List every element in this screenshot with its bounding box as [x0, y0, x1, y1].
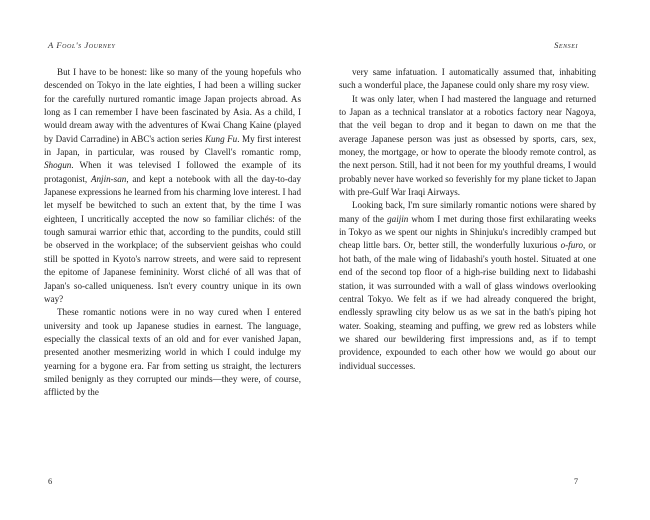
paragraph: It was only later, when I had mastered the language and returned to Japan as a technical translator at a robotics factory near Nagoya, that the veil began to drop and it began to dawn on me that the average Japanese person was just as obsessed by sports, cars, sex, money, the mortgage, or how to operate the bloody remote control, as the next person. Still, had it not been for my youthful dreams, I would probably never have worked so feverishly for my plane ticket to Japan with pre-Gulf War Iraqi Airways.	[339, 93, 596, 198]
paragraph: These romantic notions were in no way cured when I entered university and took up Japanese studies in earnest. The language, especially the classical texts of an old and for ever vanished Japan, presented another mesmerizing world in which I could indulge my yearning for a bygone era. Far from setting us straight, the lecturers smiled benignly as they corrupted our minds—they were, of course, afflicted by the	[44, 307, 301, 398]
running-head-verso: A Fool's Journey	[48, 40, 116, 50]
verso-page-text	[44, 66, 301, 465]
folio-recto: 7	[573, 477, 578, 486]
page-folios	[44, 477, 606, 486]
paragraph: Looking back, I'm sure similarly romantic notions were shared by many of the gaijin whom I met during those first exhilarating weeks in Tokyo as we spent our nights in Shinjuku's incredibly cramped but cheap little bars. Or, better still, the wonderfully luxurious o-furo, or hot bath, of the male wing of Iidabashi's youth hostel. Situated at one end of the second top floor of a high-rise building next to Iidabashi station, it was surrounded with a wall of glass windows overlooking central Tokyo. We felt as if we had already conquered the bright, endlessly sprawling city below us as we sat in the bath's piping hot water. Soaking, steaming and puffing, we grew red as lobsters while we shared our bewildering first impressions and, as if to tempt providence, expounded to each other how we would go about our individual successes.	[339, 200, 597, 371]
page-columns	[44, 66, 606, 465]
recto-page-text	[339, 66, 596, 465]
running-head-recto: Sensei	[554, 40, 578, 50]
folio-verso: 6	[48, 477, 53, 486]
paragraph: very same infatuation. I automatically assumed that, inhabiting such a wonderful place, the Japanese could only share my rosy view.	[339, 67, 596, 91]
running-heads	[44, 40, 606, 50]
paragraph: But I have to be honest: like so many of the young hopefuls who descended on Tokyo in the late eighties, I had been a willing sucker for the carefully nurtured romantic image Japan projects abroad. As long as I can remember I have been fascinated by Asia. As a child, I would dream away with the adventures of Kwai Chang Kaine (played by David Carradine) in ABC's action series Kung Fu. My first interest in Japan, in particular, was roused by Clavell's romantic romp, Shogun. When it was televised I followed the example of its protagonist, Anjin-san, and kept a notebook with all the day-to-day Japanese expressions he learned from his charming love interest. I had let myself be bewitched to such an extent that, by the time I was eighteen, I uncritically accepted the now so familiar clichés: of the tough samurai warrior ethic that, according to the pundits, could still be observed in the workplace; of the subservient geishas who could still be spotted in Kyoto's narrow streets, and were said to represent the epitome of Japanese femininity. Worst cliché of all was that of Japan's so-called uniqueness. Isn't every country unique in its own way?	[44, 67, 302, 304]
